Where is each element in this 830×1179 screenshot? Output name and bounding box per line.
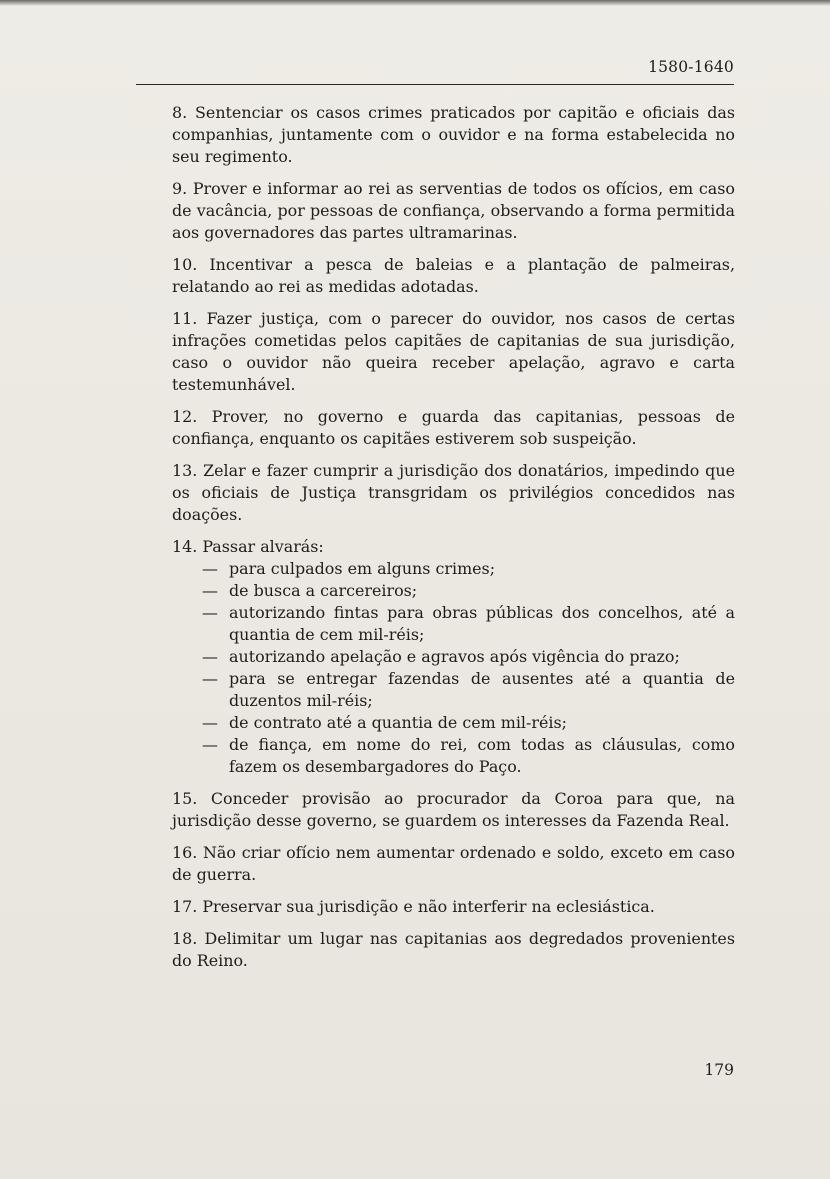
alvara-subitem bbox=[172, 646, 735, 668]
em-dash: — bbox=[202, 559, 218, 578]
item-18: 18. Delimitar um lugar nas capitanias aos degredados provenientes do Reino. bbox=[172, 929, 735, 970]
alvara-subitem bbox=[172, 602, 735, 646]
alvara-text: de fiança, em nome do rei, com todas as cláusulas, como fazem os desembargadores do Paço. bbox=[229, 735, 735, 776]
page-number: 179 bbox=[704, 1061, 734, 1079]
item-16: 16. Não criar ofício nem aumentar ordenado e soldo, exceto em caso de guerra. bbox=[172, 843, 735, 884]
page-top-edge bbox=[0, 0, 830, 6]
alvara-subitem bbox=[172, 712, 735, 734]
em-dash: — bbox=[202, 603, 218, 622]
main-text bbox=[172, 102, 735, 982]
alvara-subitem bbox=[172, 558, 735, 580]
item-15: 15. Conceder provisão ao procurador da Coroa para que, na jurisdição desse governo, se guardem os interesses da Fazenda Real. bbox=[172, 789, 735, 830]
item-10: 10. Incentivar a pesca de baleias e a plantação de palmeiras, relatando ao rei as medidas adotadas. bbox=[172, 255, 735, 296]
item-8: 8. Sentenciar os casos crimes praticados por capitão e oficiais das companhias, juntamente com o ouvidor e na forma estabelecida no seu regimento. bbox=[172, 103, 735, 166]
item-11: 11. Fazer justiça, com o parecer do ouvidor, nos casos de certas infrações cometidas pelos capitães de capitanias de sua jurisdição, caso o ouvidor não queira receber apelação, agravo e carta testemunhável. bbox=[172, 309, 735, 394]
item-17: 17. Preservar sua jurisdição e não interferir na eclesiástica. bbox=[172, 897, 655, 916]
alvara-text: para culpados em alguns crimes; bbox=[229, 559, 496, 578]
running-head: 1580-1640 bbox=[648, 58, 734, 76]
item-12: 12. Prover, no governo e guarda das capitanias, pessoas de confiança, enquanto os capitães estiverem sob suspeição. bbox=[172, 407, 735, 448]
em-dash: — bbox=[202, 735, 218, 754]
alvara-text: para se entregar fazendas de ausentes até a quantia de duzentos mil-réis; bbox=[229, 669, 735, 710]
item-14: 14. Passar alvarás: bbox=[172, 537, 324, 556]
alvara-text: de busca a carcereiros; bbox=[229, 581, 418, 600]
alvara-subitem bbox=[172, 580, 735, 602]
em-dash: — bbox=[202, 669, 218, 688]
alvaras-list bbox=[172, 558, 735, 778]
alvara-subitem bbox=[172, 734, 735, 778]
alvara-text: autorizando fintas para obras públicas dos concelhos, até a quantia de cem mil-réis; bbox=[229, 603, 735, 644]
alvara-text: de contrato até a quantia de cem mil-réis; bbox=[229, 713, 567, 732]
em-dash: — bbox=[202, 647, 218, 666]
alvara-subitem bbox=[172, 668, 735, 712]
em-dash: — bbox=[202, 581, 218, 600]
em-dash: — bbox=[202, 713, 218, 732]
item-9: 9. Prover e informar ao rei as serventias de todos os ofícios, em caso de vacância, por pessoas de confiança, observando a forma permitida aos governadores das partes ultramarinas. bbox=[172, 179, 735, 242]
item-13: 13. Zelar e fazer cumprir a jurisdição dos donatários, impedindo que os oficiais de Justiça transgridam os privilégios concedidos nas doações. bbox=[172, 461, 735, 524]
alvara-text: autorizando apelação e agravos após vigência do prazo; bbox=[229, 647, 680, 666]
header-rule bbox=[136, 84, 734, 85]
